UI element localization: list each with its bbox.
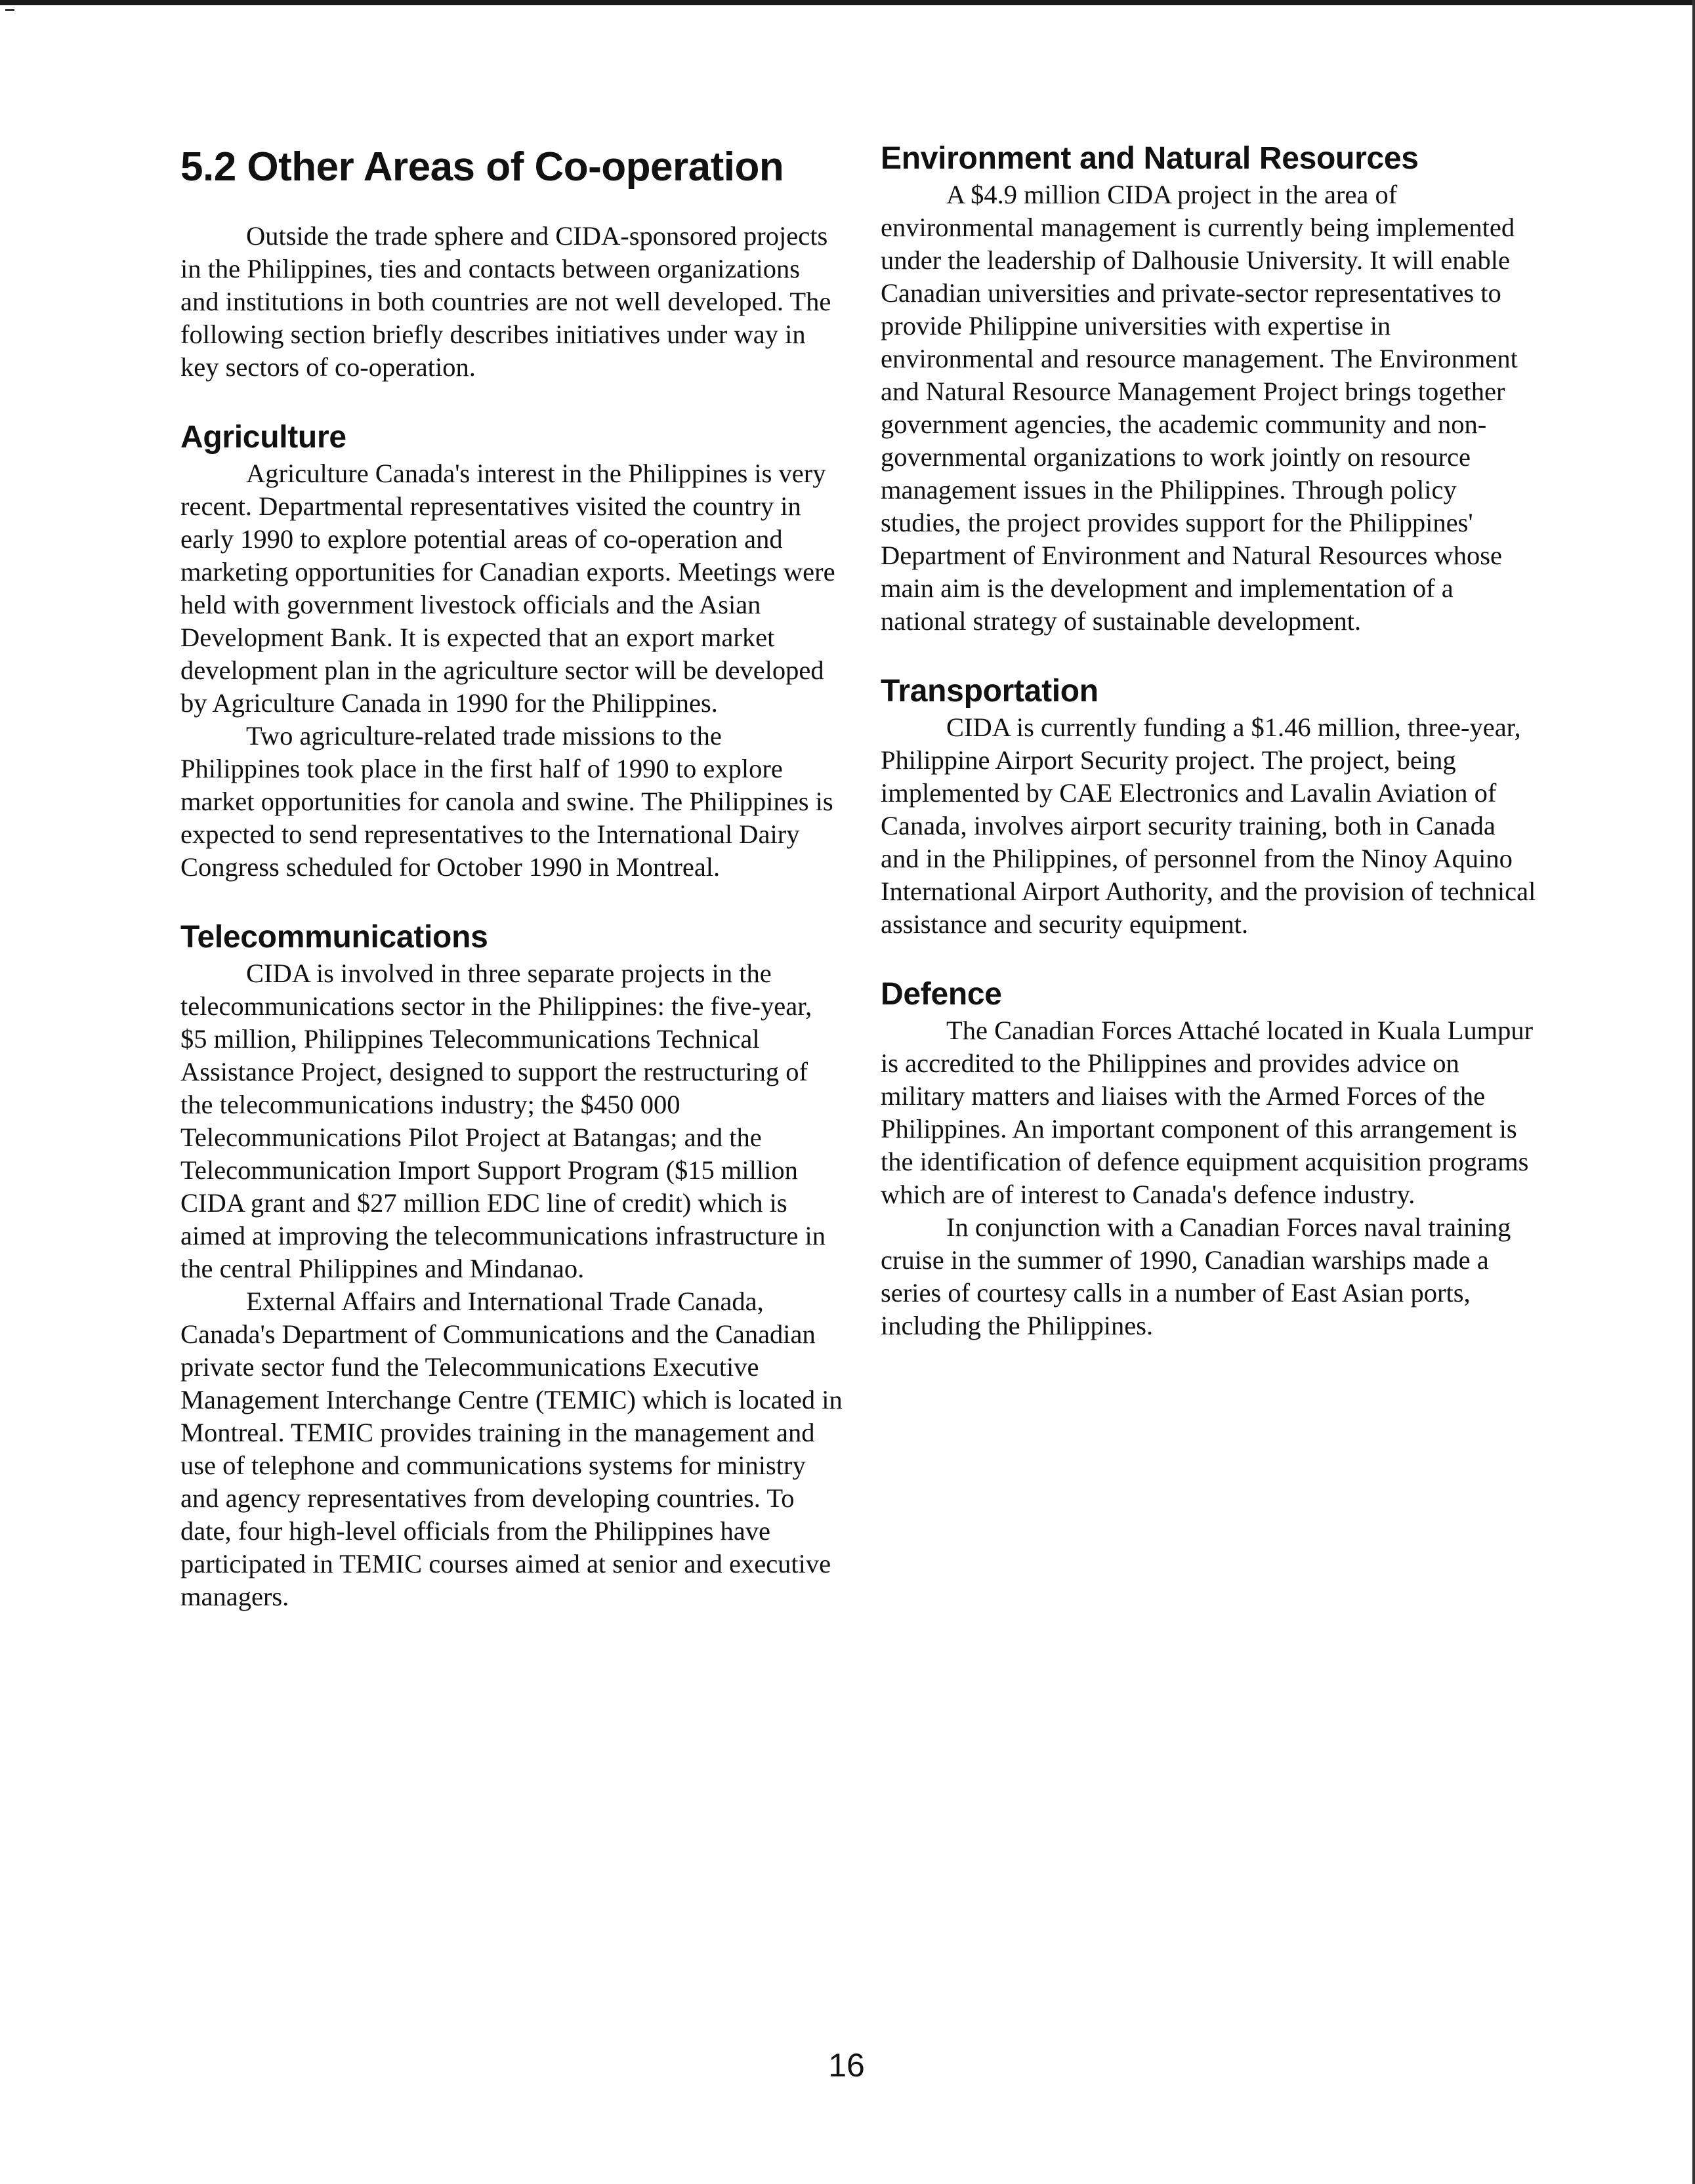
intro-paragraph: Outside the trade sphere and CIDA-sponsored projects in the Philippines, ties and contacts between organizations and institutions in both countries are not well developed. The following section briefly describes initiatives under way in key sectors of co-operation. <box>180 221 831 382</box>
left-column <box>180 141 843 1613</box>
transportation-heading: Transportation <box>881 674 1099 709</box>
right-column <box>881 139 1537 1342</box>
agriculture-paragraph-2: Two agriculture-related trade missions to the Philippines took place in the first half of 1990 to explore market opportunities for canola and swine. The Philippines is expected to send representatives to the International Dairy Congress scheduled for October 1990 in Montreal. <box>180 721 833 882</box>
agriculture-heading: Agriculture <box>180 420 346 455</box>
section-title: 5.2 Other Areas of Co-operation <box>180 144 784 190</box>
transportation-paragraph: CIDA is currently funding a $1.46 million, three-year, Philippine Airport Security project. The project, being implemented by CAE Electronics and Lavalin Aviation of Canada, involves airport security training, both in Canada and in the Philippines, of personnel from the Ninoy Aquino International Airport Authority, and the provision of technical assistance and security equipment. <box>881 712 1536 939</box>
page-number: 16 <box>828 2047 865 2084</box>
top-border <box>0 0 1695 5</box>
environment-heading: Environment and Natural Resources <box>881 141 1419 176</box>
corner-mark <box>5 9 14 11</box>
defence-paragraph-2: In conjunction with a Canadian Forces naval training cruise in the summer of 1990, Canadian warships made a series of courtesy calls in a number of East Asian ports, including the Philippines. <box>881 1212 1511 1340</box>
right-border <box>1692 0 1695 2184</box>
environment-paragraph: A $4.9 million CIDA project in the area of environmental management is currently being implemented under the leadership of Dalhousie University. It will enable Canadian universities and private-sector representatives to provide Philippine universities with expertise in environmental and resource management. The Environment and Natural Resource Management Project brings together government agencies, the academic community and non-governmental organizations to work jointly on resource management issues in the Philippines. Through policy studies, the project provides support for the Philippines' Department of Environment and Natural Resources whose main aim is the development and implementation of a national strategy of sustainable development. <box>881 180 1518 636</box>
telecommunications-paragraph-1: CIDA is involved in three separate projects in the telecommunications sector in the Philippines: the five-year, $5 million, Philippines Telecommunications Technical Assistance Project, designed to support the restructuring of the telecommunications industry; the $450 000 Telecommunications Pilot Project at Batangas; and the Telecommunication Import Support Program ($15 million CIDA grant and $27 million EDC line of credit) which is aimed at improving the telecommunications infrastructure in the central Philippines and Mindanao. <box>180 958 826 1283</box>
telecommunications-paragraph-2: External Affairs and International Trade Canada, Canada's Department of Communications and the Canadian private sector fund the Telecommunications Executive Management Interchange Centre (TEMIC) which is located in Montreal. TEMIC provides training in the management and use of telephone and communications systems for ministry and agency representatives from developing countries. To date, four high-level officials from the Philippines have participated in TEMIC courses aimed at senior and executive managers. <box>180 1287 843 1611</box>
telecommunications-heading: Telecommunications <box>180 920 488 955</box>
agriculture-paragraph-1: Agriculture Canada's interest in the Philippines is very recent. Departmental representatives visited the country in early 1990 to explore potential areas of co-operation and marketing opportunities for Canadian exports. Meetings were held with government livestock officials and the Asian Development Bank. It is expected that an export market development plan in the agriculture sector will be developed by Agriculture Canada in 1990 for the Philippines. <box>180 459 835 718</box>
defence-heading: Defence <box>881 977 1002 1012</box>
defence-paragraph-1: The Canadian Forces Attaché located in Kuala Lumpur is accredited to the Philippines and provides advice on military matters and liaises with the Armed Forces of the Philippines. An important component of this arrangement is the identification of defence equipment acquisition programs which are of interest to Canada's defence industry. <box>881 1016 1534 1209</box>
